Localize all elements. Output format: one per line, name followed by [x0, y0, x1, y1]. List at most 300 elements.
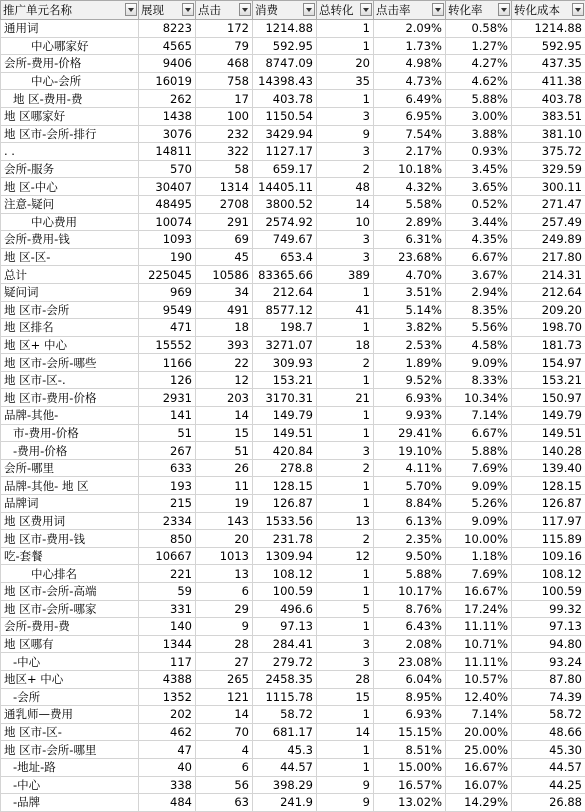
- cell-conversions[interactable]: 3: [317, 231, 374, 249]
- cell-unit-name[interactable]: 地 区-费用-费: [1, 90, 139, 108]
- cell-clicks[interactable]: 232: [196, 125, 253, 143]
- cell-ctr[interactable]: 8.95%: [374, 688, 446, 706]
- cell-conversion-rate[interactable]: 4.62%: [446, 72, 512, 90]
- cell-cost[interactable]: 231.78: [253, 530, 317, 548]
- cell-conversion-rate[interactable]: 25.00%: [446, 741, 512, 759]
- cell-conversion-rate[interactable]: 11.11%: [446, 618, 512, 636]
- cell-conversion-rate[interactable]: 20.00%: [446, 723, 512, 741]
- cell-unit-name[interactable]: 地 区市-费用-价格: [1, 389, 139, 407]
- cell-conversion-rate[interactable]: 9.09%: [446, 477, 512, 495]
- cell-conversions[interactable]: 12: [317, 547, 374, 565]
- cell-unit-name[interactable]: 地 区市-会所-哪里: [1, 741, 139, 759]
- filter-dropdown-icon[interactable]: [303, 3, 315, 16]
- filter-dropdown-icon[interactable]: [498, 3, 510, 16]
- cell-impressions[interactable]: 10667: [139, 547, 196, 565]
- cell-ctr[interactable]: 3.82%: [374, 319, 446, 337]
- cell-clicks[interactable]: 70: [196, 723, 253, 741]
- cell-clicks[interactable]: 6: [196, 583, 253, 601]
- cell-conversion-rate[interactable]: 4.27%: [446, 55, 512, 73]
- cell-ctr[interactable]: 10.17%: [374, 583, 446, 601]
- cell-clicks[interactable]: 1314: [196, 178, 253, 196]
- cell-conversions[interactable]: 3: [317, 653, 374, 671]
- cell-clicks[interactable]: 28: [196, 635, 253, 653]
- cell-ctr[interactable]: 6.43%: [374, 618, 446, 636]
- cell-cost-per-conversion[interactable]: 93.24: [512, 653, 585, 671]
- cell-cost-per-conversion[interactable]: 44.57: [512, 758, 585, 776]
- cell-ctr[interactable]: 6.93%: [374, 389, 446, 407]
- cell-conversions[interactable]: 3: [317, 143, 374, 161]
- cell-conversion-rate[interactable]: 1.27%: [446, 37, 512, 55]
- cell-conversions[interactable]: 28: [317, 670, 374, 688]
- cell-unit-name[interactable]: 会所-费用-费: [1, 618, 139, 636]
- cell-unit-name[interactable]: -地址-路: [1, 758, 139, 776]
- cell-unit-name[interactable]: 地 区哪家好: [1, 107, 139, 125]
- cell-cost-per-conversion[interactable]: 99.32: [512, 600, 585, 618]
- filter-dropdown-icon[interactable]: [182, 3, 194, 16]
- cell-impressions[interactable]: 1344: [139, 635, 196, 653]
- cell-impressions[interactable]: 140: [139, 618, 196, 636]
- cell-cost[interactable]: 198.7: [253, 319, 317, 337]
- cell-unit-name[interactable]: 中心排名: [1, 565, 139, 583]
- cell-cost[interactable]: 100.59: [253, 583, 317, 601]
- cell-conversion-rate[interactable]: 0.58%: [446, 20, 512, 38]
- cell-impressions[interactable]: 47: [139, 741, 196, 759]
- cell-impressions[interactable]: 193: [139, 477, 196, 495]
- cell-cost-per-conversion[interactable]: 150.97: [512, 389, 585, 407]
- cell-cost-per-conversion[interactable]: 48.66: [512, 723, 585, 741]
- cell-unit-name[interactable]: 通乳师—费用: [1, 706, 139, 724]
- cell-cost[interactable]: 1533.56: [253, 512, 317, 530]
- cell-conversions[interactable]: 48: [317, 178, 374, 196]
- cell-conversion-rate[interactable]: 12.40%: [446, 688, 512, 706]
- cell-impressions[interactable]: 471: [139, 319, 196, 337]
- cell-conversions[interactable]: 1: [317, 90, 374, 108]
- cell-unit-name[interactable]: 中心-会所: [1, 72, 139, 90]
- cell-conversion-rate[interactable]: 3.65%: [446, 178, 512, 196]
- cell-unit-name[interactable]: 会所-费用-价格: [1, 55, 139, 73]
- cell-unit-name[interactable]: 地 区市-区-: [1, 723, 139, 741]
- cell-unit-name[interactable]: 中心费用: [1, 213, 139, 231]
- cell-clicks[interactable]: 18: [196, 319, 253, 337]
- cell-clicks[interactable]: 13: [196, 565, 253, 583]
- cell-cost-per-conversion[interactable]: 139.40: [512, 459, 585, 477]
- cell-impressions[interactable]: 2334: [139, 512, 196, 530]
- cell-conversions[interactable]: 1: [317, 618, 374, 636]
- cell-conversion-rate[interactable]: 10.00%: [446, 530, 512, 548]
- cell-cost-per-conversion[interactable]: 217.80: [512, 248, 585, 266]
- cell-cost[interactable]: 126.87: [253, 495, 317, 513]
- cell-impressions[interactable]: 2931: [139, 389, 196, 407]
- cell-unit-name[interactable]: 会所-哪里: [1, 459, 139, 477]
- cell-cost[interactable]: 212.64: [253, 283, 317, 301]
- cell-conversions[interactable]: 3: [317, 107, 374, 125]
- cell-conversions[interactable]: 1: [317, 20, 374, 38]
- cell-ctr[interactable]: 2.17%: [374, 143, 446, 161]
- cell-conversions[interactable]: 2: [317, 354, 374, 372]
- cell-impressions[interactable]: 202: [139, 706, 196, 724]
- cell-conversions[interactable]: 1: [317, 371, 374, 389]
- cell-unit-name[interactable]: 地 区费用词: [1, 512, 139, 530]
- cell-conversion-rate[interactable]: 4.35%: [446, 231, 512, 249]
- cell-impressions[interactable]: 969: [139, 283, 196, 301]
- cell-conversion-rate[interactable]: 8.33%: [446, 371, 512, 389]
- cell-cost[interactable]: 2574.92: [253, 213, 317, 231]
- cell-clicks[interactable]: 1013: [196, 547, 253, 565]
- cell-unit-name[interactable]: -中心: [1, 776, 139, 794]
- cell-conversions[interactable]: 1: [317, 741, 374, 759]
- cell-clicks[interactable]: 17: [196, 90, 253, 108]
- cell-conversion-rate[interactable]: 11.11%: [446, 653, 512, 671]
- cell-conversions[interactable]: 3: [317, 442, 374, 460]
- cell-unit-name[interactable]: 地 区-中心: [1, 178, 139, 196]
- cell-impressions[interactable]: 15552: [139, 336, 196, 354]
- cell-impressions[interactable]: 4565: [139, 37, 196, 55]
- cell-unit-name[interactable]: 地 区市-会所-高端: [1, 583, 139, 601]
- cell-cost-per-conversion[interactable]: 109.16: [512, 547, 585, 565]
- cell-clicks[interactable]: 491: [196, 301, 253, 319]
- cell-impressions[interactable]: 215: [139, 495, 196, 513]
- cell-conversion-rate[interactable]: 6.67%: [446, 248, 512, 266]
- cell-cost-per-conversion[interactable]: 97.13: [512, 618, 585, 636]
- cell-ctr[interactable]: 1.73%: [374, 37, 446, 55]
- cell-conversions[interactable]: 9: [317, 125, 374, 143]
- cell-cost[interactable]: 45.3: [253, 741, 317, 759]
- cell-ctr[interactable]: 2.89%: [374, 213, 446, 231]
- cell-unit-name[interactable]: 地 区市-会所-哪家: [1, 600, 139, 618]
- cell-conversions[interactable]: 1: [317, 319, 374, 337]
- cell-cost-per-conversion[interactable]: 271.47: [512, 195, 585, 213]
- cell-cost-per-conversion[interactable]: 375.72: [512, 143, 585, 161]
- cell-conversions[interactable]: 15: [317, 688, 374, 706]
- cell-impressions[interactable]: 1093: [139, 231, 196, 249]
- cell-unit-name[interactable]: 品牌词: [1, 495, 139, 513]
- cell-impressions[interactable]: 51: [139, 424, 196, 442]
- cell-clicks[interactable]: 9: [196, 618, 253, 636]
- cell-clicks[interactable]: 4: [196, 741, 253, 759]
- cell-ctr[interactable]: 5.14%: [374, 301, 446, 319]
- cell-ctr[interactable]: 16.57%: [374, 776, 446, 794]
- cell-conversions[interactable]: 35: [317, 72, 374, 90]
- cell-clicks[interactable]: 100: [196, 107, 253, 125]
- cell-cost[interactable]: 1115.78: [253, 688, 317, 706]
- cell-cost-per-conversion[interactable]: 100.59: [512, 583, 585, 601]
- cell-ctr[interactable]: 9.50%: [374, 547, 446, 565]
- cell-clicks[interactable]: 6: [196, 758, 253, 776]
- cell-ctr[interactable]: 6.95%: [374, 107, 446, 125]
- cell-ctr[interactable]: 6.93%: [374, 706, 446, 724]
- cell-clicks[interactable]: 63: [196, 794, 253, 812]
- cell-cost[interactable]: 3271.07: [253, 336, 317, 354]
- cell-ctr[interactable]: 2.08%: [374, 635, 446, 653]
- cell-unit-name[interactable]: 地区+ 中心: [1, 670, 139, 688]
- cell-conversions[interactable]: 9: [317, 776, 374, 794]
- cell-impressions[interactable]: 221: [139, 565, 196, 583]
- cell-cost-per-conversion[interactable]: 592.95: [512, 37, 585, 55]
- cell-unit-name[interactable]: 地 区市-会所-哪些: [1, 354, 139, 372]
- cell-ctr[interactable]: 4.73%: [374, 72, 446, 90]
- cell-conversions[interactable]: 1: [317, 583, 374, 601]
- cell-cost[interactable]: 659.17: [253, 160, 317, 178]
- cell-cost[interactable]: 8577.12: [253, 301, 317, 319]
- cell-cost[interactable]: 108.12: [253, 565, 317, 583]
- cell-ctr[interactable]: 19.10%: [374, 442, 446, 460]
- cell-cost[interactable]: 58.72: [253, 706, 317, 724]
- cell-ctr[interactable]: 29.41%: [374, 424, 446, 442]
- cell-impressions[interactable]: 48495: [139, 195, 196, 213]
- cell-cost-per-conversion[interactable]: 257.49: [512, 213, 585, 231]
- cell-impressions[interactable]: 190: [139, 248, 196, 266]
- cell-cost-per-conversion[interactable]: 209.20: [512, 301, 585, 319]
- filter-dropdown-icon[interactable]: [432, 3, 444, 16]
- cell-conversion-rate[interactable]: 3.45%: [446, 160, 512, 178]
- cell-cost[interactable]: 3800.52: [253, 195, 317, 213]
- cell-conversions[interactable]: 1: [317, 283, 374, 301]
- cell-ctr[interactable]: 6.49%: [374, 90, 446, 108]
- cell-cost-per-conversion[interactable]: 149.79: [512, 407, 585, 425]
- cell-cost[interactable]: 149.79: [253, 407, 317, 425]
- cell-cost[interactable]: 241.9: [253, 794, 317, 812]
- cell-unit-name[interactable]: 地 区排名: [1, 319, 139, 337]
- cell-conversions[interactable]: 1: [317, 37, 374, 55]
- cell-cost[interactable]: 496.6: [253, 600, 317, 618]
- column-header-conversion-rate[interactable]: [446, 1, 512, 20]
- cell-conversions[interactable]: 2: [317, 530, 374, 548]
- filter-dropdown-icon[interactable]: [572, 3, 584, 16]
- cell-clicks[interactable]: 79: [196, 37, 253, 55]
- cell-cost-per-conversion[interactable]: 44.25: [512, 776, 585, 794]
- cell-conversion-rate[interactable]: 7.69%: [446, 565, 512, 583]
- cell-conversions[interactable]: 14: [317, 723, 374, 741]
- cell-conversions[interactable]: 1: [317, 495, 374, 513]
- cell-cost[interactable]: 44.57: [253, 758, 317, 776]
- cell-impressions[interactable]: 117: [139, 653, 196, 671]
- cell-conversions[interactable]: 2: [317, 459, 374, 477]
- cell-clicks[interactable]: 2708: [196, 195, 253, 213]
- cell-conversions[interactable]: 13: [317, 512, 374, 530]
- cell-impressions[interactable]: 40: [139, 758, 196, 776]
- cell-conversion-rate[interactable]: 5.26%: [446, 495, 512, 513]
- cell-unit-name[interactable]: -品牌: [1, 794, 139, 812]
- cell-cost-per-conversion[interactable]: 108.12: [512, 565, 585, 583]
- cell-ctr[interactable]: 2.35%: [374, 530, 446, 548]
- cell-conversion-rate[interactable]: 7.14%: [446, 407, 512, 425]
- cell-cost[interactable]: 14398.43: [253, 72, 317, 90]
- cell-clicks[interactable]: 12: [196, 371, 253, 389]
- cell-clicks[interactable]: 291: [196, 213, 253, 231]
- cell-ctr[interactable]: 15.15%: [374, 723, 446, 741]
- cell-impressions[interactable]: 1438: [139, 107, 196, 125]
- cell-ctr[interactable]: 10.18%: [374, 160, 446, 178]
- cell-unit-name[interactable]: -会所: [1, 688, 139, 706]
- cell-impressions[interactable]: 30407: [139, 178, 196, 196]
- cell-conversion-rate[interactable]: 9.09%: [446, 512, 512, 530]
- cell-unit-name[interactable]: 地 区+ 中心: [1, 336, 139, 354]
- cell-cost[interactable]: 1309.94: [253, 547, 317, 565]
- cell-conversion-rate[interactable]: 7.69%: [446, 459, 512, 477]
- cell-cost-per-conversion[interactable]: 198.70: [512, 319, 585, 337]
- filter-dropdown-icon[interactable]: [360, 3, 372, 16]
- cell-conversions[interactable]: 10: [317, 213, 374, 231]
- cell-clicks[interactable]: 322: [196, 143, 253, 161]
- cell-clicks[interactable]: 58: [196, 160, 253, 178]
- cell-impressions[interactable]: 59: [139, 583, 196, 601]
- cell-conversions[interactable]: 1: [317, 565, 374, 583]
- cell-conversion-rate[interactable]: 16.67%: [446, 583, 512, 601]
- cell-ctr[interactable]: 2.53%: [374, 336, 446, 354]
- cell-conversion-rate[interactable]: 10.34%: [446, 389, 512, 407]
- cell-impressions[interactable]: 14811: [139, 143, 196, 161]
- cell-conversions[interactable]: 18: [317, 336, 374, 354]
- cell-unit-name[interactable]: 地 区哪有: [1, 635, 139, 653]
- cell-conversions[interactable]: 5: [317, 600, 374, 618]
- cell-clicks[interactable]: 758: [196, 72, 253, 90]
- cell-conversion-rate[interactable]: 14.29%: [446, 794, 512, 812]
- cell-unit-name[interactable]: 地 区市-区-.: [1, 371, 139, 389]
- cell-ctr[interactable]: 4.11%: [374, 459, 446, 477]
- column-header-ctr[interactable]: [374, 1, 446, 20]
- cell-unit-name[interactable]: 品牌-其他-: [1, 407, 139, 425]
- cell-conversion-rate[interactable]: 3.88%: [446, 125, 512, 143]
- cell-ctr[interactable]: 5.70%: [374, 477, 446, 495]
- cell-cost[interactable]: 398.29: [253, 776, 317, 794]
- cell-conversion-rate[interactable]: 3.67%: [446, 266, 512, 284]
- cell-cost-per-conversion[interactable]: 115.89: [512, 530, 585, 548]
- cell-conversions[interactable]: 21: [317, 389, 374, 407]
- cell-cost-per-conversion[interactable]: 74.39: [512, 688, 585, 706]
- cell-cost[interactable]: 1150.54: [253, 107, 317, 125]
- cell-cost[interactable]: 3429.94: [253, 125, 317, 143]
- filter-dropdown-icon[interactable]: [125, 3, 137, 16]
- cell-cost[interactable]: 83365.66: [253, 266, 317, 284]
- cell-conversions[interactable]: 1: [317, 424, 374, 442]
- cell-unit-name[interactable]: . .: [1, 143, 139, 161]
- cell-clicks[interactable]: 22: [196, 354, 253, 372]
- cell-unit-name[interactable]: 地 区-区-: [1, 248, 139, 266]
- cell-impressions[interactable]: 262: [139, 90, 196, 108]
- cell-cost-per-conversion[interactable]: 437.35: [512, 55, 585, 73]
- cell-conversion-rate[interactable]: 0.93%: [446, 143, 512, 161]
- cell-cost-per-conversion[interactable]: 128.15: [512, 477, 585, 495]
- cell-cost-per-conversion[interactable]: 58.72: [512, 706, 585, 724]
- cell-cost-per-conversion[interactable]: 154.97: [512, 354, 585, 372]
- cell-clicks[interactable]: 20: [196, 530, 253, 548]
- cell-unit-name[interactable]: 地 区市-费用-钱: [1, 530, 139, 548]
- cell-impressions[interactable]: 225045: [139, 266, 196, 284]
- column-header-cost[interactable]: [253, 1, 317, 20]
- cell-cost-per-conversion[interactable]: 140.28: [512, 442, 585, 460]
- cell-ctr[interactable]: 4.70%: [374, 266, 446, 284]
- cell-unit-name[interactable]: 市-费用-价格: [1, 424, 139, 442]
- cell-clicks[interactable]: 393: [196, 336, 253, 354]
- cell-conversion-rate[interactable]: 16.07%: [446, 776, 512, 794]
- cell-conversions[interactable]: 9: [317, 794, 374, 812]
- cell-conversions[interactable]: 1: [317, 477, 374, 495]
- cell-conversions[interactable]: 1: [317, 706, 374, 724]
- column-header-impressions[interactable]: [139, 1, 196, 20]
- cell-ctr[interactable]: 6.13%: [374, 512, 446, 530]
- cell-ctr[interactable]: 4.98%: [374, 55, 446, 73]
- cell-impressions[interactable]: 850: [139, 530, 196, 548]
- cell-unit-name[interactable]: 品牌-其他- 地 区: [1, 477, 139, 495]
- column-header-cost-per-conversion[interactable]: [512, 1, 585, 20]
- cell-clicks[interactable]: 121: [196, 688, 253, 706]
- cell-clicks[interactable]: 14: [196, 706, 253, 724]
- cell-impressions[interactable]: 141: [139, 407, 196, 425]
- cell-impressions[interactable]: 9406: [139, 55, 196, 73]
- cell-cost-per-conversion[interactable]: 87.80: [512, 670, 585, 688]
- cell-unit-name[interactable]: 吃-套餐: [1, 547, 139, 565]
- cell-cost-per-conversion[interactable]: 1214.88: [512, 20, 585, 38]
- cell-impressions[interactable]: 267: [139, 442, 196, 460]
- cell-conversions[interactable]: 389: [317, 266, 374, 284]
- cell-ctr[interactable]: 8.51%: [374, 741, 446, 759]
- cell-conversion-rate[interactable]: 10.71%: [446, 635, 512, 653]
- cell-cost[interactable]: 681.17: [253, 723, 317, 741]
- column-header-unit-name[interactable]: [1, 1, 139, 20]
- cell-conversions[interactable]: 14: [317, 195, 374, 213]
- cell-cost[interactable]: 14405.11: [253, 178, 317, 196]
- cell-ctr[interactable]: 6.31%: [374, 231, 446, 249]
- cell-ctr[interactable]: 8.76%: [374, 600, 446, 618]
- cell-cost-per-conversion[interactable]: 94.80: [512, 635, 585, 653]
- cell-unit-name[interactable]: 注意-疑问: [1, 195, 139, 213]
- cell-ctr[interactable]: 13.02%: [374, 794, 446, 812]
- cell-cost-per-conversion[interactable]: 181.73: [512, 336, 585, 354]
- cell-clicks[interactable]: 27: [196, 653, 253, 671]
- cell-cost[interactable]: 279.72: [253, 653, 317, 671]
- cell-cost[interactable]: 1127.17: [253, 143, 317, 161]
- cell-unit-name[interactable]: 会所-服务: [1, 160, 139, 178]
- cell-conversions[interactable]: 3: [317, 635, 374, 653]
- cell-impressions[interactable]: 16019: [139, 72, 196, 90]
- cell-cost-per-conversion[interactable]: 329.59: [512, 160, 585, 178]
- cell-impressions[interactable]: 9549: [139, 301, 196, 319]
- cell-clicks[interactable]: 56: [196, 776, 253, 794]
- cell-cost[interactable]: 403.78: [253, 90, 317, 108]
- cell-cost-per-conversion[interactable]: 26.88: [512, 794, 585, 812]
- cell-cost-per-conversion[interactable]: 45.30: [512, 741, 585, 759]
- cell-cost-per-conversion[interactable]: 381.10: [512, 125, 585, 143]
- cell-cost-per-conversion[interactable]: 214.31: [512, 266, 585, 284]
- cell-ctr[interactable]: 2.09%: [374, 20, 446, 38]
- cell-cost[interactable]: 2458.35: [253, 670, 317, 688]
- cell-clicks[interactable]: 34: [196, 283, 253, 301]
- cell-cost-per-conversion[interactable]: 117.97: [512, 512, 585, 530]
- cell-ctr[interactable]: 8.84%: [374, 495, 446, 513]
- cell-cost[interactable]: 309.93: [253, 354, 317, 372]
- cell-ctr[interactable]: 3.51%: [374, 283, 446, 301]
- cell-ctr[interactable]: 15.00%: [374, 758, 446, 776]
- cell-conversion-rate[interactable]: 5.56%: [446, 319, 512, 337]
- cell-cost[interactable]: 278.8: [253, 459, 317, 477]
- cell-conversion-rate[interactable]: 10.57%: [446, 670, 512, 688]
- cell-unit-name[interactable]: 会所-费用-钱: [1, 231, 139, 249]
- cell-impressions[interactable]: 126: [139, 371, 196, 389]
- cell-clicks[interactable]: 265: [196, 670, 253, 688]
- cell-cost-per-conversion[interactable]: 411.38: [512, 72, 585, 90]
- cell-clicks[interactable]: 29: [196, 600, 253, 618]
- cell-cost[interactable]: 8747.09: [253, 55, 317, 73]
- cell-ctr[interactable]: 5.88%: [374, 565, 446, 583]
- cell-impressions[interactable]: 331: [139, 600, 196, 618]
- cell-impressions[interactable]: 484: [139, 794, 196, 812]
- cell-clicks[interactable]: 45: [196, 248, 253, 266]
- cell-clicks[interactable]: 468: [196, 55, 253, 73]
- cell-ctr[interactable]: 23.68%: [374, 248, 446, 266]
- cell-unit-name[interactable]: 地 区市-会所: [1, 301, 139, 319]
- cell-unit-name[interactable]: 通用词: [1, 20, 139, 38]
- cell-clicks[interactable]: 51: [196, 442, 253, 460]
